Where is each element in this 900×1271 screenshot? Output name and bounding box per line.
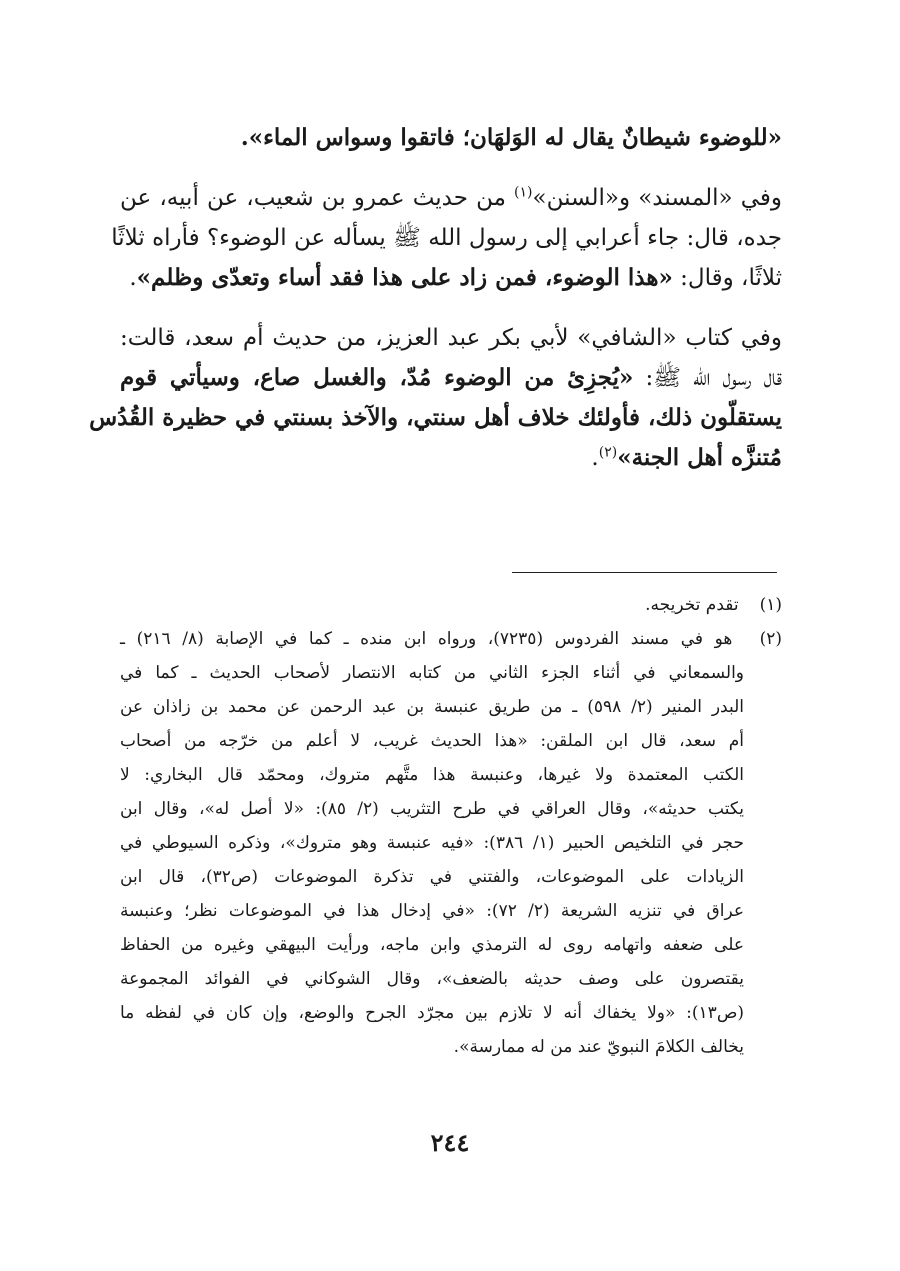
page-number: ٢٤٤ xyxy=(430,1128,470,1157)
text-line xyxy=(120,358,782,398)
text-line: وفي كتاب «الشافي» لأبي بكر عبد العزيز، من حديث أم سعد، قالت: xyxy=(120,325,782,351)
hadith-quote: «يُجزِئ من الوضوء مُدّ، والغسل صاع، وسيأتي قوم xyxy=(120,364,634,391)
text-span: من حديث عمرو بن شعيب، عن أبيه، عن xyxy=(120,185,515,211)
text-span: . xyxy=(129,265,137,291)
text-line xyxy=(120,178,782,218)
footnote-2-line: أم سعد، قال ابن الملقن: «هذا الحديث غريب، لا أعلم من خرّجه من أصحاب xyxy=(120,731,744,751)
footnote-2-line: والسمعاني في أثناء الجزء الثاني من كتابه الانتصار لأصحاب الحديث ـ كما في xyxy=(120,663,744,683)
paragraph-musnad xyxy=(111,178,782,298)
footnote-number: (١) xyxy=(759,595,782,615)
footnote-2-line: يكتب حديثه»، وقال العراقي في طرح التثريب (٢/ ٨٥): «لا أصل له»، وقال ابن xyxy=(120,799,744,819)
text-span: وفي «المسند» و«السنن» xyxy=(532,185,782,211)
text-span: . xyxy=(591,445,599,471)
footnote-ref-2[interactable]: (٢) xyxy=(598,444,618,461)
footnote-ref-1[interactable]: (١) xyxy=(514,184,533,201)
footnote-2-line: حجر في التلخيص الحبير (١/ ٣٨٦): «فيه عنبسة وهو متروك»، وذكره السيوطي في xyxy=(120,833,744,853)
paragraph-hadith-shaitan xyxy=(120,118,782,158)
footnote-text: تقدم تخريجه. xyxy=(645,595,739,615)
paragraph-shafi xyxy=(89,318,783,478)
hadith-quote: «هذا الوضوء، فمن زاد على هذا فقد أساء وتعدّى وظلم» xyxy=(136,264,673,291)
hadith-quote: مُتنزَّه أهل الجنة» xyxy=(617,444,782,471)
text-line: يستقلّون ذلك، فأولئك خلاف أهل سنتي، والآخذ بسنتي في حظيرة القُدُس xyxy=(89,404,782,431)
footnote-2-line: البدر المنير (٢/ ٥٩٨) ـ من طريق عنبسة بن عبد الرحمن عن محمد بن زاذان عن xyxy=(120,697,744,717)
footnotes xyxy=(120,588,782,1064)
footnote-2-line: الزيادات على الموضوعات، والفتني في تذكرة الموضوعات (ص٣٢)، قال ابن xyxy=(120,867,744,887)
footnote-2-line: الكتب المعتمدة ولا غيرها، وعنبسة هذا متَّهم متروك، ومحمّد قال البخاري: لا xyxy=(120,765,744,785)
text-span: ثلاثًا، وقال: xyxy=(672,265,782,291)
main-text xyxy=(89,118,783,478)
footnote-2-line: (ص١٣): «ولا يخفاك أنه لا تلازم بين مجرّد الجرح والوضع، وإن كان في لفظه ما xyxy=(120,1003,744,1023)
footnote-2-line: يقتصرون على وصف حديثه بالضعف»، وقال الشوكاني في الفوائد المجموعة xyxy=(120,969,744,989)
footnote-number: (٢) xyxy=(759,629,782,649)
text-line: جده، قال: جاء أعرابي إلى رسول الله ﷺ يسأله عن الوضوء؟ فأراه ثلاثًا xyxy=(111,225,782,251)
footnote-1 xyxy=(120,588,782,622)
text-line xyxy=(120,258,782,298)
text-span: قال رسول الله ﷺ: xyxy=(633,365,783,391)
footnote-2-line: يخالف الكلامَ النبويّ عند من له ممارسة». xyxy=(453,1037,744,1057)
footnote-separator xyxy=(512,572,777,573)
text-line xyxy=(120,438,782,478)
text-line: «للوضوء شيطانٌ يقال له الوَلهَان؛ فاتقوا وسواس الماء». xyxy=(240,124,782,151)
footnote-2-line: عراق في تنزيه الشريعة (٢/ ٧٢): «في إدخال هذا في الموضوعات نظر؛ وعنبسة xyxy=(120,901,744,921)
footnote-text: هو في مسند الفردوس (٧٢٣٥)، ورواه ابن منده ـ كما في الإصابة (٨/ ٢١٦) ـ xyxy=(120,629,733,649)
footnote-2-line: على ضعفه واتهامه روى له الترمذي وابن ماجه، ورأيت البيهقي وغيره من الحفاظ xyxy=(120,935,744,955)
footnote-2-line xyxy=(120,622,782,656)
